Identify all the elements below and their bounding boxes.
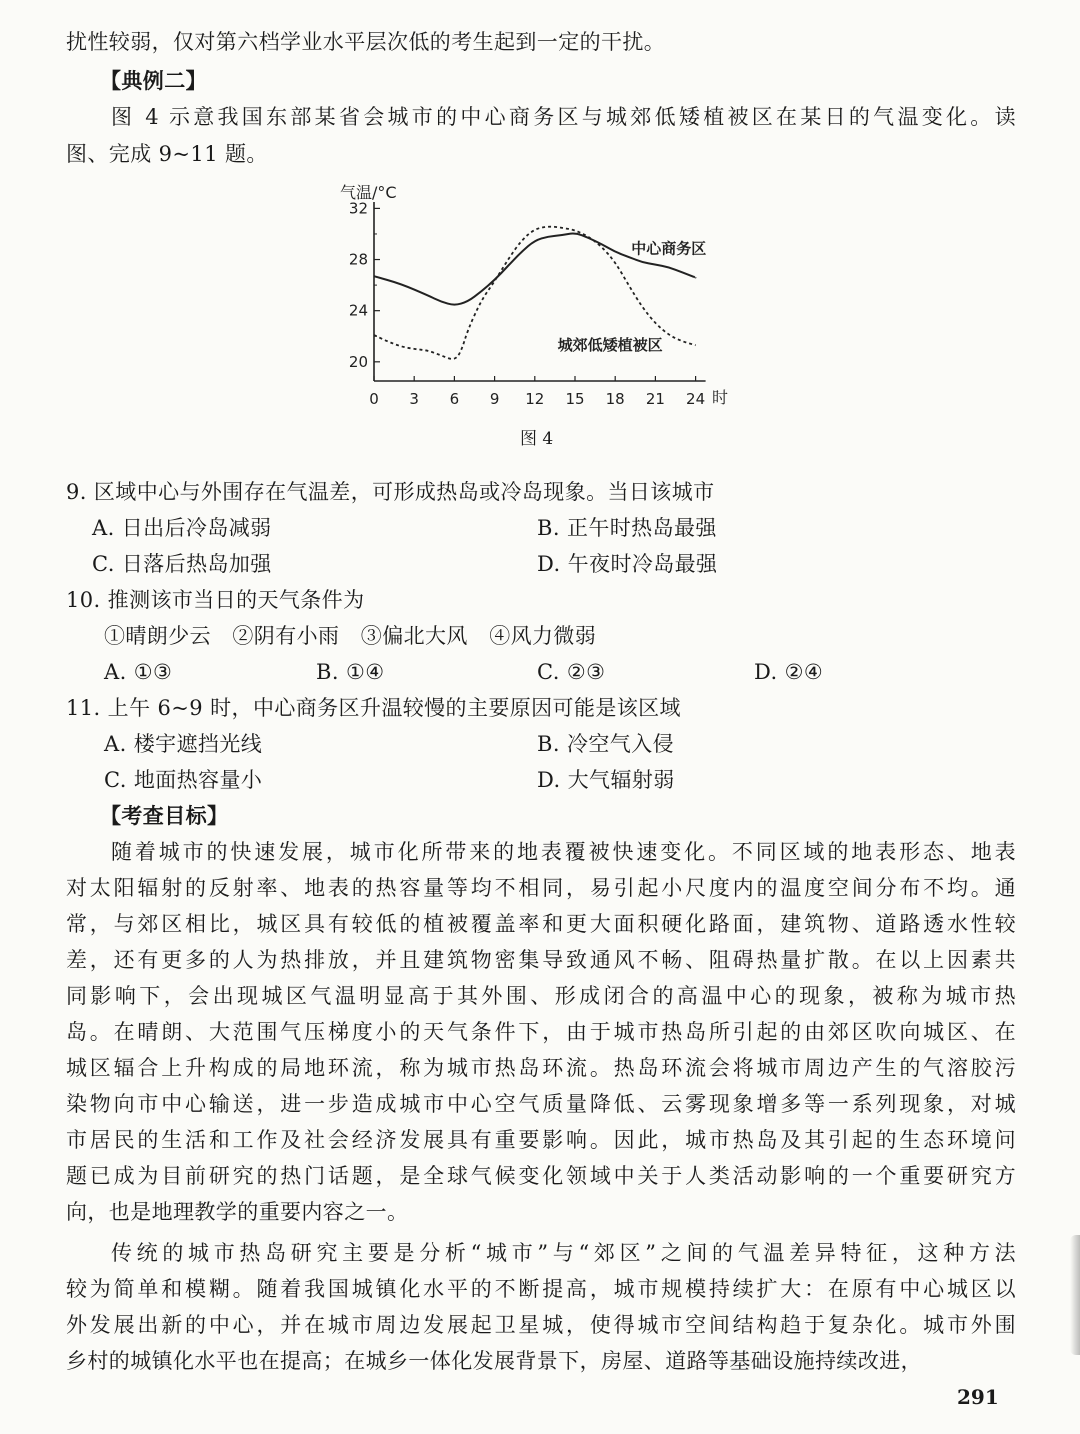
x-tick-label: 24	[686, 390, 706, 408]
example-heading: 【典例二】	[100, 68, 207, 93]
question-10-items: ①晴朗少云 ②阴有小雨 ③偏北大风 ④风力微弱	[104, 624, 597, 648]
x-tick-label: 18	[605, 390, 625, 408]
temperature-chart	[330, 172, 750, 417]
figure-caption: 图 4	[520, 429, 554, 449]
paragraph-line: 染物向市中心输送，进一步造成城市中心空气质量降低、云雾现象增多等一系列现象，对城	[66, 1092, 1016, 1116]
intro-line: 图、完成 9~11 题。	[66, 142, 268, 166]
option-10d: D. ②④	[754, 660, 824, 684]
paragraph-line: 常，与郊区相比，城区具有较低的植被覆盖率和更大面积硬化路面，建筑物、道路透水性较	[66, 912, 1016, 936]
page-number: 291	[957, 1385, 999, 1409]
paragraph-line: 随着城市的快速发展，城市化所带来的地表覆被快速变化。不同区域的地表形态、地表	[111, 840, 1016, 864]
option-9a: A. 日出后冷岛减弱	[92, 516, 272, 540]
option-11d: D. 大气辐射弱	[537, 768, 675, 792]
chart-series-labels	[558, 240, 707, 355]
x-tick-label: 15	[565, 390, 585, 408]
question-9: 9. 区域中心与外围存在气温差，可形成热岛或冷岛现象。当日该城市	[66, 480, 715, 504]
option-9b: B. 正午时热岛最强	[537, 516, 717, 540]
x-tick-label: 21	[645, 390, 665, 408]
page-edge-shadow	[1070, 1235, 1080, 1355]
objective-heading: 【考查目标】	[100, 803, 229, 828]
chart-ticks	[349, 199, 705, 408]
option-11b: B. 冷空气入侵	[537, 732, 674, 756]
y-tick-label: 20	[348, 352, 368, 371]
x-tick-label: 12	[525, 390, 545, 408]
paragraph-line: 传统的城市热岛研究主要是分析“城市”与“郊区”之间的气温差异特征，这种方法	[111, 1241, 1016, 1265]
x-tick-label: 0	[369, 390, 379, 408]
option-9c: C. 日落后热岛加强	[92, 552, 272, 576]
option-11a: A. 楼宇遮挡光线	[104, 732, 263, 756]
paragraph-line: 题已成为目前研究的热门话题，是全球气候变化领域中关于人类活动影响的一个重要研究方	[66, 1164, 1016, 1188]
chart-x-label: 时	[712, 388, 729, 407]
intro-line: 图 4 示意我国东部某省会城市的中心商务区与城郊低矮植被区在某日的气温变化。读	[111, 105, 1016, 129]
paragraph-line: 外发展出新的中心，并在城市周边发展起卫星城，使得城市空间结构趋于复杂化。城市外围	[66, 1313, 1016, 1337]
paragraph-line: 较为简单和模糊。随着我国城镇化水平的不断提高，城市规模持续扩大：在原有中心城区以	[66, 1277, 1016, 1301]
question-10: 10. 推测该市当日的天气条件为	[66, 588, 365, 612]
x-tick-label: 9	[489, 390, 500, 408]
option-9d: D. 午夜时冷岛最强	[537, 552, 718, 576]
question-11: 11. 上午 6~9 时，中心商务区升温较慢的主要原因可能是该区域	[66, 696, 681, 720]
paragraph-line: 同影响下，会出现城区气温明显高于其外围、形成闭合的高温中心的现象，被称为城市热	[66, 984, 1016, 1008]
chart-y-label: 气温/°C	[340, 183, 397, 202]
paragraph-line: 向，也是地理教学的重要内容之一。	[66, 1200, 409, 1224]
paragraph-line: 市居民的生活和工作及社会经济发展具有重要影响。因此，城市热岛及其引起的生态环境问	[66, 1128, 1016, 1152]
option-10c: C. ②③	[537, 660, 606, 684]
paragraph-line: 岛。在晴朗、大范围气压梯度小的天气条件下，由于城市热岛所引起的由郊区吹向城区、在	[66, 1020, 1016, 1044]
y-tick-label: 32	[348, 199, 368, 218]
text-line: 扰性较弱，仅对第六档学业水平层次低的考生起到一定的干扰。	[66, 30, 666, 54]
series-label-suburb: 城郊低矮植被区	[557, 336, 663, 355]
paragraph-line: 对太阳辐射的反射率、地表的热容量等均不相同，易引起小尺度内的温度空间分布不均。通	[66, 876, 1016, 900]
x-tick-label: 6	[449, 390, 460, 408]
option-11c: C. 地面热容量小	[104, 768, 263, 792]
x-tick-label: 3	[409, 390, 419, 408]
paragraph-line: 城区辐合上升构成的局地环流，称为城市热岛环流。热岛环流会将城市周边产生的气溶胶污	[66, 1056, 1016, 1080]
series-label-cbd: 中心商务区	[631, 239, 707, 258]
y-tick-label: 24	[348, 301, 368, 320]
paragraph-line: 差，还有更多的人为热排放，并且建筑物密集导致通风不畅、阻碍热量扩散。在以上因素共	[66, 948, 1016, 972]
option-10a: A. ①③	[104, 660, 173, 684]
option-10b: B. ①④	[316, 660, 385, 684]
y-tick-label: 28	[348, 250, 368, 269]
paragraph-line: 乡村的城镇化水平也在提高；在城乡一体化发展背景下，房屋、道路等基础设施持续改进，	[66, 1349, 922, 1373]
